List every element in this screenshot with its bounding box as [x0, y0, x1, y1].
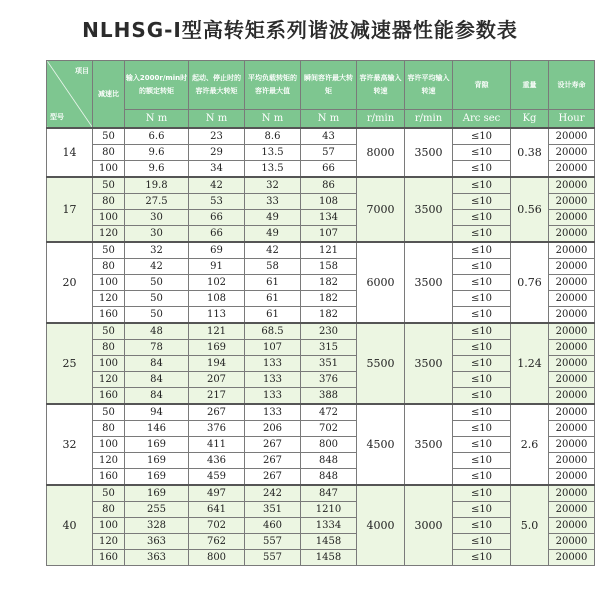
startstop-torque-cell: 121 [189, 323, 245, 340]
instant-torque-cell: 800 [301, 437, 357, 453]
rated-torque-cell: 78 [125, 340, 189, 356]
backlash-cell: ≤10 [453, 275, 511, 291]
backlash-cell: ≤10 [453, 388, 511, 405]
startstop-torque-cell: 108 [189, 291, 245, 307]
header-startstop-torque: 起动、停止时的容许最大转矩 [189, 61, 245, 110]
rated-torque-cell: 48 [125, 323, 189, 340]
startstop-torque-cell: 194 [189, 356, 245, 372]
unit-avg-input-speed: r/min [405, 110, 453, 129]
backlash-cell: ≤10 [453, 534, 511, 550]
life-cell: 20000 [549, 177, 595, 194]
startstop-torque-cell: 102 [189, 275, 245, 291]
ratio-cell: 50 [93, 128, 125, 145]
backlash-cell: ≤10 [453, 128, 511, 145]
backlash-cell: ≤10 [453, 518, 511, 534]
rated-torque-cell: 255 [125, 502, 189, 518]
life-cell: 20000 [549, 275, 595, 291]
avg-load-torque-cell: 49 [245, 210, 301, 226]
instant-torque-cell: 182 [301, 307, 357, 324]
ratio-cell: 120 [93, 226, 125, 243]
backlash-cell: ≤10 [453, 323, 511, 340]
life-cell: 20000 [549, 437, 595, 453]
instant-torque-cell: 847 [301, 485, 357, 502]
avg-load-torque-cell: 13.5 [245, 161, 301, 178]
ratio-cell: 120 [93, 372, 125, 388]
startstop-torque-cell: 42 [189, 177, 245, 194]
startstop-torque-cell: 207 [189, 372, 245, 388]
rated-torque-cell: 9.6 [125, 161, 189, 178]
backlash-cell: ≤10 [453, 469, 511, 486]
ratio-cell: 160 [93, 388, 125, 405]
model-group [47, 177, 595, 242]
weight-cell: 2.6 [511, 404, 549, 485]
unit-avg-load-torque: N m [245, 110, 301, 129]
avg-load-torque-cell: 8.6 [245, 128, 301, 145]
instant-torque-cell: 182 [301, 291, 357, 307]
life-cell: 20000 [549, 550, 595, 566]
weight-cell: 1.24 [511, 323, 549, 404]
backlash-cell: ≤10 [453, 242, 511, 259]
rated-torque-cell: 94 [125, 404, 189, 421]
model-group [47, 404, 595, 485]
table-row [47, 242, 595, 259]
ratio-cell: 120 [93, 534, 125, 550]
rated-torque-cell: 42 [125, 259, 189, 275]
ratio-cell: 100 [93, 356, 125, 372]
instant-torque-cell: 351 [301, 356, 357, 372]
rated-torque-cell: 146 [125, 421, 189, 437]
avg-load-torque-cell: 557 [245, 550, 301, 566]
life-cell: 20000 [549, 404, 595, 421]
startstop-torque-cell: 800 [189, 550, 245, 566]
rated-torque-cell: 50 [125, 275, 189, 291]
rated-torque-cell: 6.6 [125, 128, 189, 145]
page-title: NLHSG-I型高转矩系列谐波减速器性能参数表 [82, 18, 518, 42]
startstop-torque-cell: 762 [189, 534, 245, 550]
header-instant-torque: 瞬间容许最大转矩 [301, 61, 357, 110]
life-cell: 20000 [549, 323, 595, 340]
startstop-torque-cell: 497 [189, 485, 245, 502]
instant-torque-cell: 376 [301, 372, 357, 388]
rated-torque-cell: 363 [125, 550, 189, 566]
backlash-cell: ≤10 [453, 145, 511, 161]
life-cell: 20000 [549, 388, 595, 405]
avg-load-torque-cell: 242 [245, 485, 301, 502]
life-cell: 20000 [549, 518, 595, 534]
startstop-torque-cell: 641 [189, 502, 245, 518]
rated-torque-cell: 328 [125, 518, 189, 534]
life-cell: 20000 [549, 502, 595, 518]
avg-load-torque-cell: 49 [245, 226, 301, 243]
table-row [47, 177, 595, 194]
backlash-cell: ≤10 [453, 177, 511, 194]
rated-torque-cell: 30 [125, 226, 189, 243]
header-avg-load-torque: 平均负载转矩的容许最大值 [245, 61, 301, 110]
ratio-cell: 50 [93, 404, 125, 421]
ratio-cell: 50 [93, 177, 125, 194]
instant-torque-cell: 121 [301, 242, 357, 259]
backlash-cell: ≤10 [453, 210, 511, 226]
instant-torque-cell: 388 [301, 388, 357, 405]
spec-table [46, 60, 595, 566]
instant-torque-cell: 848 [301, 469, 357, 486]
rated-torque-cell: 169 [125, 453, 189, 469]
backlash-cell: ≤10 [453, 291, 511, 307]
ratio-cell: 80 [93, 194, 125, 210]
life-cell: 20000 [549, 421, 595, 437]
avg-load-torque-cell: 206 [245, 421, 301, 437]
backlash-cell: ≤10 [453, 437, 511, 453]
ratio-cell: 80 [93, 421, 125, 437]
avg-load-torque-cell: 133 [245, 388, 301, 405]
rated-torque-cell: 9.6 [125, 145, 189, 161]
instant-torque-cell: 182 [301, 275, 357, 291]
ratio-cell: 100 [93, 210, 125, 226]
unit-backlash: Arc sec [453, 110, 511, 129]
startstop-torque-cell: 66 [189, 210, 245, 226]
header-avg-input-speed: 容许平均输入转速 [405, 61, 453, 110]
life-cell: 20000 [549, 161, 595, 178]
startstop-torque-cell: 53 [189, 194, 245, 210]
startstop-torque-cell: 169 [189, 340, 245, 356]
avg-load-torque-cell: 61 [245, 275, 301, 291]
backlash-cell: ≤10 [453, 550, 511, 566]
avg-speed-cell: 3000 [405, 485, 453, 566]
startstop-torque-cell: 376 [189, 421, 245, 437]
avg-load-torque-cell: 267 [245, 437, 301, 453]
model-cell: 40 [47, 485, 93, 566]
life-cell: 20000 [549, 485, 595, 502]
header-item-label: 项目 [75, 67, 89, 75]
life-cell: 20000 [549, 194, 595, 210]
ratio-cell: 80 [93, 259, 125, 275]
startstop-torque-cell: 702 [189, 518, 245, 534]
model-group [47, 242, 595, 323]
header-ratio: 减速比 [93, 61, 125, 129]
rated-torque-cell: 50 [125, 307, 189, 324]
startstop-torque-cell: 91 [189, 259, 245, 275]
backlash-cell: ≤10 [453, 259, 511, 275]
startstop-torque-cell: 459 [189, 469, 245, 486]
life-cell: 20000 [549, 453, 595, 469]
avg-load-torque-cell: 61 [245, 291, 301, 307]
backlash-cell: ≤10 [453, 307, 511, 324]
unit-instant-torque: N m [301, 110, 357, 129]
max-speed-cell: 6000 [357, 242, 405, 323]
startstop-torque-cell: 267 [189, 404, 245, 421]
rated-torque-cell: 169 [125, 469, 189, 486]
avg-load-torque-cell: 13.5 [245, 145, 301, 161]
instant-torque-cell: 315 [301, 340, 357, 356]
avg-load-torque-cell: 33 [245, 194, 301, 210]
unit-weight: Kg [511, 110, 549, 129]
unit-rated-torque: N m [125, 110, 189, 129]
instant-torque-cell: 108 [301, 194, 357, 210]
avg-load-torque-cell: 351 [245, 502, 301, 518]
header-diagonal-cell [47, 61, 93, 129]
model-cell: 32 [47, 404, 93, 485]
header-model-label: 型号 [50, 113, 64, 121]
startstop-torque-cell: 29 [189, 145, 245, 161]
rated-torque-cell: 32 [125, 242, 189, 259]
max-speed-cell: 8000 [357, 128, 405, 177]
instant-torque-cell: 1458 [301, 534, 357, 550]
weight-cell: 5.0 [511, 485, 549, 566]
avg-load-torque-cell: 460 [245, 518, 301, 534]
backlash-cell: ≤10 [453, 372, 511, 388]
life-cell: 20000 [549, 534, 595, 550]
instant-torque-cell: 158 [301, 259, 357, 275]
unit-max-input-speed: r/min [357, 110, 405, 129]
backlash-cell: ≤10 [453, 356, 511, 372]
max-speed-cell: 4500 [357, 404, 405, 485]
avg-speed-cell: 3500 [405, 177, 453, 242]
instant-torque-cell: 702 [301, 421, 357, 437]
ratio-cell: 80 [93, 145, 125, 161]
header-design-life: 设计寿命 [549, 61, 595, 110]
weight-cell: 0.56 [511, 177, 549, 242]
startstop-torque-cell: 217 [189, 388, 245, 405]
ratio-cell: 50 [93, 242, 125, 259]
startstop-torque-cell: 113 [189, 307, 245, 324]
life-cell: 20000 [549, 226, 595, 243]
backlash-cell: ≤10 [453, 502, 511, 518]
header-rated-torque: 输入2000r/min时的额定转矩 [125, 61, 189, 110]
life-cell: 20000 [549, 291, 595, 307]
avg-load-torque-cell: 107 [245, 340, 301, 356]
table-row [47, 128, 595, 145]
model-cell: 17 [47, 177, 93, 242]
ratio-cell: 80 [93, 340, 125, 356]
avg-load-torque-cell: 32 [245, 177, 301, 194]
unit-design-life: Hour [549, 110, 595, 129]
instant-torque-cell: 43 [301, 128, 357, 145]
table-row [47, 404, 595, 421]
life-cell: 20000 [549, 210, 595, 226]
model-group [47, 323, 595, 404]
instant-torque-cell: 134 [301, 210, 357, 226]
avg-load-torque-cell: 42 [245, 242, 301, 259]
startstop-torque-cell: 436 [189, 453, 245, 469]
ratio-cell: 120 [93, 291, 125, 307]
startstop-torque-cell: 411 [189, 437, 245, 453]
rated-torque-cell: 30 [125, 210, 189, 226]
max-speed-cell: 7000 [357, 177, 405, 242]
avg-load-torque-cell: 133 [245, 356, 301, 372]
avg-speed-cell: 3500 [405, 242, 453, 323]
instant-torque-cell: 86 [301, 177, 357, 194]
backlash-cell: ≤10 [453, 485, 511, 502]
avg-speed-cell: 3500 [405, 128, 453, 177]
startstop-torque-cell: 66 [189, 226, 245, 243]
weight-cell: 0.38 [511, 128, 549, 177]
rated-torque-cell: 169 [125, 437, 189, 453]
instant-torque-cell: 230 [301, 323, 357, 340]
avg-load-torque-cell: 133 [245, 372, 301, 388]
avg-load-torque-cell: 61 [245, 307, 301, 324]
avg-load-torque-cell: 58 [245, 259, 301, 275]
avg-speed-cell: 3500 [405, 404, 453, 485]
rated-torque-cell: 19.8 [125, 177, 189, 194]
life-cell: 20000 [549, 307, 595, 324]
instant-torque-cell: 57 [301, 145, 357, 161]
backlash-cell: ≤10 [453, 453, 511, 469]
rated-torque-cell: 84 [125, 356, 189, 372]
life-cell: 20000 [549, 469, 595, 486]
table-row [47, 323, 595, 340]
ratio-cell: 100 [93, 275, 125, 291]
startstop-torque-cell: 23 [189, 128, 245, 145]
weight-cell: 0.76 [511, 242, 549, 323]
avg-speed-cell: 3500 [405, 323, 453, 404]
rated-torque-cell: 27.5 [125, 194, 189, 210]
startstop-torque-cell: 69 [189, 242, 245, 259]
instant-torque-cell: 848 [301, 453, 357, 469]
life-cell: 20000 [549, 340, 595, 356]
max-speed-cell: 5500 [357, 323, 405, 404]
ratio-cell: 160 [93, 307, 125, 324]
backlash-cell: ≤10 [453, 194, 511, 210]
avg-load-torque-cell: 133 [245, 404, 301, 421]
instant-torque-cell: 1210 [301, 502, 357, 518]
backlash-cell: ≤10 [453, 404, 511, 421]
backlash-cell: ≤10 [453, 161, 511, 178]
rated-torque-cell: 363 [125, 534, 189, 550]
max-speed-cell: 4000 [357, 485, 405, 566]
model-cell: 14 [47, 128, 93, 177]
ratio-cell: 120 [93, 453, 125, 469]
avg-load-torque-cell: 267 [245, 469, 301, 486]
avg-load-torque-cell: 267 [245, 453, 301, 469]
header-max-input-speed: 容许最高输入转速 [357, 61, 405, 110]
instant-torque-cell: 1458 [301, 550, 357, 566]
startstop-torque-cell: 34 [189, 161, 245, 178]
rated-torque-cell: 84 [125, 372, 189, 388]
life-cell: 20000 [549, 259, 595, 275]
ratio-cell: 50 [93, 323, 125, 340]
model-cell: 25 [47, 323, 93, 404]
model-cell: 20 [47, 242, 93, 323]
model-group [47, 485, 595, 566]
ratio-cell: 100 [93, 518, 125, 534]
ratio-cell: 160 [93, 550, 125, 566]
backlash-cell: ≤10 [453, 226, 511, 243]
instant-torque-cell: 472 [301, 404, 357, 421]
life-cell: 20000 [549, 372, 595, 388]
instant-torque-cell: 1334 [301, 518, 357, 534]
unit-startstop-torque: N m [189, 110, 245, 129]
life-cell: 20000 [549, 242, 595, 259]
life-cell: 20000 [549, 145, 595, 161]
ratio-cell: 160 [93, 469, 125, 486]
rated-torque-cell: 84 [125, 388, 189, 405]
header-backlash: 背隙 [453, 61, 511, 110]
ratio-cell: 80 [93, 502, 125, 518]
instant-torque-cell: 66 [301, 161, 357, 178]
rated-torque-cell: 169 [125, 485, 189, 502]
life-cell: 20000 [549, 356, 595, 372]
model-group [47, 128, 595, 177]
life-cell: 20000 [549, 128, 595, 145]
header-weight: 重量 [511, 61, 549, 110]
ratio-cell: 50 [93, 485, 125, 502]
table-row [47, 485, 595, 502]
ratio-cell: 100 [93, 161, 125, 178]
rated-torque-cell: 50 [125, 291, 189, 307]
ratio-cell: 100 [93, 437, 125, 453]
avg-load-torque-cell: 557 [245, 534, 301, 550]
avg-load-torque-cell: 68.5 [245, 323, 301, 340]
instant-torque-cell: 107 [301, 226, 357, 243]
backlash-cell: ≤10 [453, 340, 511, 356]
backlash-cell: ≤10 [453, 421, 511, 437]
